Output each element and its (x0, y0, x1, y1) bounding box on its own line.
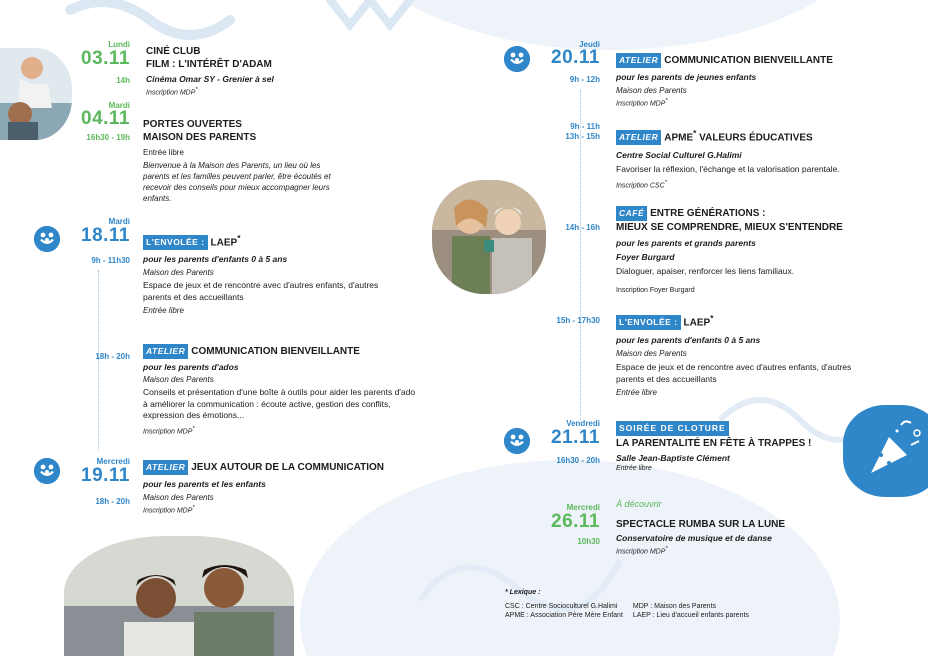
event-place: Maison des Parents (616, 349, 687, 359)
event-place: Maison des Parents (616, 86, 687, 95)
event-2011-apme (616, 127, 906, 191)
event-description: Conseils et présentation d'une boîte à outils pour aider les parents d'ado à améliorer la communication : écoute active, gestion des conflits, expression des émotions... (143, 387, 416, 420)
event-place: Salle Jean-Baptiste Clément (616, 453, 730, 463)
event-title: L'ENVOLÉE : LAEP* (143, 232, 413, 250)
event-entry: Entrée libre (143, 148, 184, 157)
event-title: FILM : L'INTÉRÊT D'ADAM (146, 59, 272, 70)
party-popper-icon (861, 415, 928, 485)
family-logo-icon (504, 46, 530, 72)
event-description: Espace de jeux et de rencontre avec d'autres enfants, d'autres parents et des accueillants (616, 362, 852, 384)
event-description: Dialoguer, apaiser, renforcer les liens familiaux. (616, 266, 795, 276)
event-note: Inscription Foyer Burgard (616, 286, 695, 294)
event-title: CAFÉ ENTRE GÉNÉRATIONS : (616, 206, 906, 221)
event-2011-cafe (616, 206, 906, 296)
lexique-entry: APME : Association Père Mère Enfant (505, 612, 623, 619)
time-label: 15h - 17h30 (556, 316, 600, 325)
event-note: Inscription MDP* (616, 98, 668, 108)
date-label: 03.11 (81, 48, 130, 69)
day-label: Mardi (108, 217, 130, 226)
day-label: Mardi (108, 101, 130, 110)
event-place: Foyer Burgard (616, 252, 675, 262)
time-label: 9h - 12h (569, 75, 600, 84)
background-blob-top (330, 0, 890, 50)
time-label: 18h - 20h (95, 352, 130, 361)
event-entry: Entrée libre (616, 388, 657, 398)
event-1811-atelier (143, 344, 423, 437)
event-discover: À découvrir (616, 499, 662, 509)
event-tag: L'ENVOLÉE : (143, 235, 208, 250)
event-audience: pour les parents d'enfants 0 à 5 ans (143, 254, 288, 265)
event-description: Favoriser la réflexion, l'échange et la valorisation parentale. (616, 164, 840, 175)
event-note: Inscription MDP* (146, 87, 198, 97)
lexique-entry: CSC : Centre Socioculturel G.Halimi (505, 602, 618, 610)
date-label: 20.11 (551, 47, 600, 68)
event-note: Inscription MDP* (143, 425, 195, 435)
event-audience: pour les parents de jeunes enfants (616, 72, 757, 82)
event-2611 (616, 498, 866, 557)
date-label: 26.11 (551, 511, 600, 532)
time-label: 14h (116, 76, 130, 85)
date-label: 18.11 (81, 225, 130, 246)
event-tag: CAFÉ (616, 206, 647, 221)
family-logo-icon (34, 226, 60, 252)
event-1811-laep (143, 232, 413, 316)
event-entry: Entrée libre (143, 306, 184, 316)
event-2111 (616, 421, 866, 474)
date-label: 19.11 (81, 465, 130, 486)
lexique-entry: LAEP : Lieu d'accueil enfants parents (632, 612, 749, 619)
time-label: 16h30 - 19h (86, 133, 130, 142)
day-label: Mercredi (96, 457, 130, 466)
family-logo-icon (504, 428, 530, 454)
family-logo-icon (34, 458, 60, 484)
lexique-entry: MDP : Maison des Parents (632, 602, 717, 610)
event-place: Centre Social Culturel G.Halimi (616, 150, 742, 161)
event-description: Bienvenue à la Maison des Parents, un lieu où les parents et les familles peuvent parler, être écoutés et recevoir des conseils pour mieux accompagner leurs enfants. (143, 161, 331, 203)
event-title: L'ENVOLÉE : LAEP* (616, 312, 906, 330)
day-label: Jeudi (579, 40, 600, 49)
event-tag-line (616, 421, 866, 436)
event-tag: SOIRÉE DE CLOTURE (616, 421, 729, 436)
event-audience: pour les parents d'enfants 0 à 5 ans (616, 335, 761, 346)
time-label: 9h - 11h30 (91, 256, 130, 265)
event-note: Inscription MDP* (143, 505, 195, 515)
event-audience: pour les parents et les enfants (143, 479, 266, 489)
event-description: Espace de jeux et de rencontre avec d'autres enfants, d'autres parents et des accueillants (143, 280, 379, 302)
event-audience: pour les parents et grands parents (616, 238, 756, 248)
event-place: Cinéma Omar SY - Grenier à sel (146, 74, 274, 84)
date-label: 04.11 (81, 108, 130, 129)
day-label: Mercredi (566, 503, 600, 512)
event-title: ATELIER JEUX AUTOUR DE LA COMMUNICATION (143, 460, 433, 475)
event-place: Maison des Parents (143, 375, 214, 384)
day-label: Vendredi (566, 419, 600, 428)
event-tag: ATELIER (616, 53, 661, 68)
event-1911 (143, 460, 433, 516)
time-label: 13h - 15h (565, 132, 600, 141)
photo-grandmother-daughter (432, 180, 546, 294)
time-label: 14h - 16h (565, 223, 600, 232)
event-title: SPECTACLE RUMBA SUR LA LUNE (616, 519, 786, 530)
time-label: 9h - 11h (570, 122, 600, 131)
event-tag: ATELIER (616, 130, 661, 145)
event-place: Maison des Parents (143, 493, 214, 502)
event-2011-atelier (616, 53, 906, 109)
event-entry: Entrée libre (616, 465, 652, 472)
event-title: ATELIER COMMUNICATION BIENVEILLANTE (143, 344, 423, 359)
time-label: 10h30 (577, 537, 600, 546)
event-place: Conservatoire de musique et de danse (616, 533, 772, 543)
day-label: Lundi (108, 40, 130, 49)
event-tag: ATELIER (143, 344, 188, 359)
event-title: LA PARENTALITÉ EN FÊTE À TRAPPES ! (616, 438, 812, 449)
event-tag: ATELIER (143, 460, 188, 475)
event-0311 (146, 45, 274, 98)
event-title: ATELIER COMMUNICATION BIENVEILLANTE (616, 53, 906, 68)
lexique-title: * Lexique : (505, 589, 541, 596)
event-note: Inscription CSC* (616, 179, 667, 190)
date-label: 21.11 (551, 427, 600, 448)
lexique (505, 588, 749, 621)
photo-father-son (64, 536, 294, 656)
event-2011-laep (616, 312, 906, 398)
event-0411 (143, 118, 338, 204)
event-title: MAISON DES PARENTS (143, 132, 257, 143)
event-title: MIEUX SE COMPRENDRE, MIEUX S'ENTENDRE (616, 222, 843, 233)
event-audience: pour les parents d'ados (143, 362, 239, 372)
event-title: ATELIER APME* VALEURS ÉDUCATIVES (616, 127, 906, 145)
time-label: 16h30 - 20h (556, 456, 600, 465)
event-title: PORTES OUVERTES (143, 119, 242, 130)
event-tag: L'ENVOLÉE : (616, 315, 681, 330)
time-label: 18h - 20h (95, 497, 130, 506)
event-title: CINÉ CLUB (146, 46, 201, 57)
event-place: Maison des Parents (143, 268, 214, 278)
event-note: Inscription MDP* (616, 546, 668, 556)
